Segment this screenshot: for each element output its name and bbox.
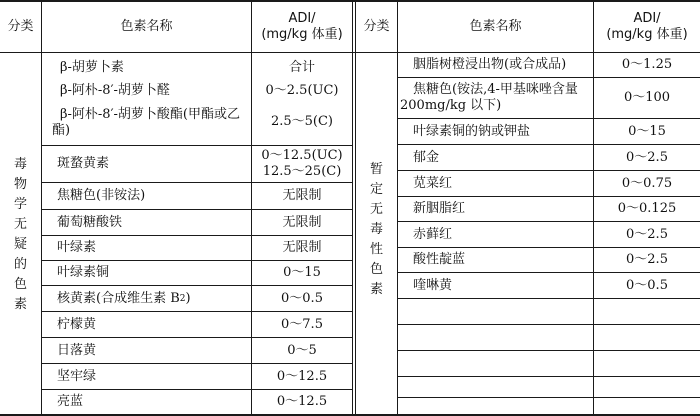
left-row-11-adi: 0～12.5 xyxy=(276,368,328,384)
right-header-adi: ADI/ (mg/kg 体重) xyxy=(606,11,688,42)
right-row-7-name: 酸性靛蓝 xyxy=(413,252,466,267)
left-row-5-name: 葡萄糖酸铁 xyxy=(57,214,123,230)
left-header-adi: ADI/ (mg/kg 体重) xyxy=(261,11,343,42)
right-row-1-adi: 0～100 xyxy=(623,90,671,105)
right-row-3-adi: 0～2.5 xyxy=(626,149,668,165)
right-row-3-name: 郁金 xyxy=(413,149,440,165)
right-category-label: 暂 定 无 毒 性 色 素 xyxy=(369,162,383,297)
left-row-12-name: 亮蓝 xyxy=(57,394,84,409)
vrule-right-category xyxy=(397,0,398,416)
right-row-6-adi: 0～2.5 xyxy=(626,226,668,242)
left-header-name: 色素名称 xyxy=(120,19,173,34)
left-row-10-adi: 0～5 xyxy=(287,342,317,358)
left-row-8-name: 核黄素(合成维生素 B 2 ) xyxy=(57,290,191,306)
left-row-11-name: 坚牢绿 xyxy=(57,368,97,384)
left-row-2-adi: 2.5～5(C) xyxy=(270,114,334,129)
left-row-10-name: 日落黄 xyxy=(57,342,97,358)
left-row-1-name: β-阿朴-8′-胡萝卜醛 xyxy=(60,83,170,98)
left-row-3-adi: 0～12.5(UC) 12.5～25(C) xyxy=(261,148,343,179)
left-row-0-adi: 合计 xyxy=(288,60,315,75)
vrule-middle-double-a xyxy=(352,0,353,416)
right-row-5-name: 新胭脂红 xyxy=(413,201,466,216)
right-row-4-name: 苋菜红 xyxy=(413,175,453,191)
right-row-rule xyxy=(398,397,700,398)
right-header-name: 色素名称 xyxy=(469,19,522,34)
left-row-9-adi: 0～7.5 xyxy=(281,316,323,332)
right-row-2-adi: 0～15 xyxy=(628,123,666,139)
left-row-7-name: 叶绿素铜 xyxy=(57,265,110,280)
left-row-0-name: β-胡萝卜素 xyxy=(60,60,124,75)
right-row-rule xyxy=(398,376,700,377)
right-row-4-adi: 0～0.75 xyxy=(621,175,673,191)
left-row-8-adi: 0～0.5 xyxy=(281,290,323,306)
left-row-7-adi: 0～15 xyxy=(283,265,321,280)
right-row-rule xyxy=(398,324,700,325)
right-row-0-adi: 0～1.25 xyxy=(621,57,673,72)
right-row-2-name: 叶绿素铜的钠或钾盐 xyxy=(413,123,531,139)
left-category-label: 毒 物 学 无 疑 的 色 素 xyxy=(13,157,27,312)
right-row-8-name: 喹啉黄 xyxy=(413,277,453,293)
right-row-rule xyxy=(398,298,700,299)
right-row-7-adi: 0～2.5 xyxy=(626,252,668,267)
left-row-9-name: 柠檬黄 xyxy=(57,316,97,332)
left-row-4-name: 焦糖色(非铵法) xyxy=(57,188,146,203)
right-row-5-adi: 0～0.125 xyxy=(617,201,677,216)
right-row-8-adi: 0～0.5 xyxy=(626,277,668,293)
vrule-left-category xyxy=(41,0,42,416)
left-row-6-adi: 无限制 xyxy=(282,240,322,255)
left-row-3-name: 斑蝥黄素 xyxy=(57,156,110,171)
left-row-4-adi: 无限制 xyxy=(282,188,322,203)
right-header-category: 分类 xyxy=(363,19,390,34)
left-row-2-name: β-阿朴-8′-胡萝卜酸酯(甲酯或乙酯) xyxy=(52,107,240,138)
left-row-5-adi: 无限制 xyxy=(282,214,322,230)
right-row-6-name: 赤藓红 xyxy=(413,226,453,242)
left-row-12-adi: 0～12.5 xyxy=(276,394,328,409)
right-row-rule xyxy=(398,350,700,351)
left-row-6-name: 叶绿素 xyxy=(57,240,97,255)
left-row-1-adi: 0～2.5(UC) xyxy=(265,83,339,98)
right-row-1-name: 焦糖色(铵法,4-甲基咪唑含量200mg/kg 以下) xyxy=(400,82,578,113)
left-header-category: 分类 xyxy=(7,19,34,34)
right-row-0-name: 胭脂树橙浸出物(或合成品) xyxy=(413,57,567,72)
